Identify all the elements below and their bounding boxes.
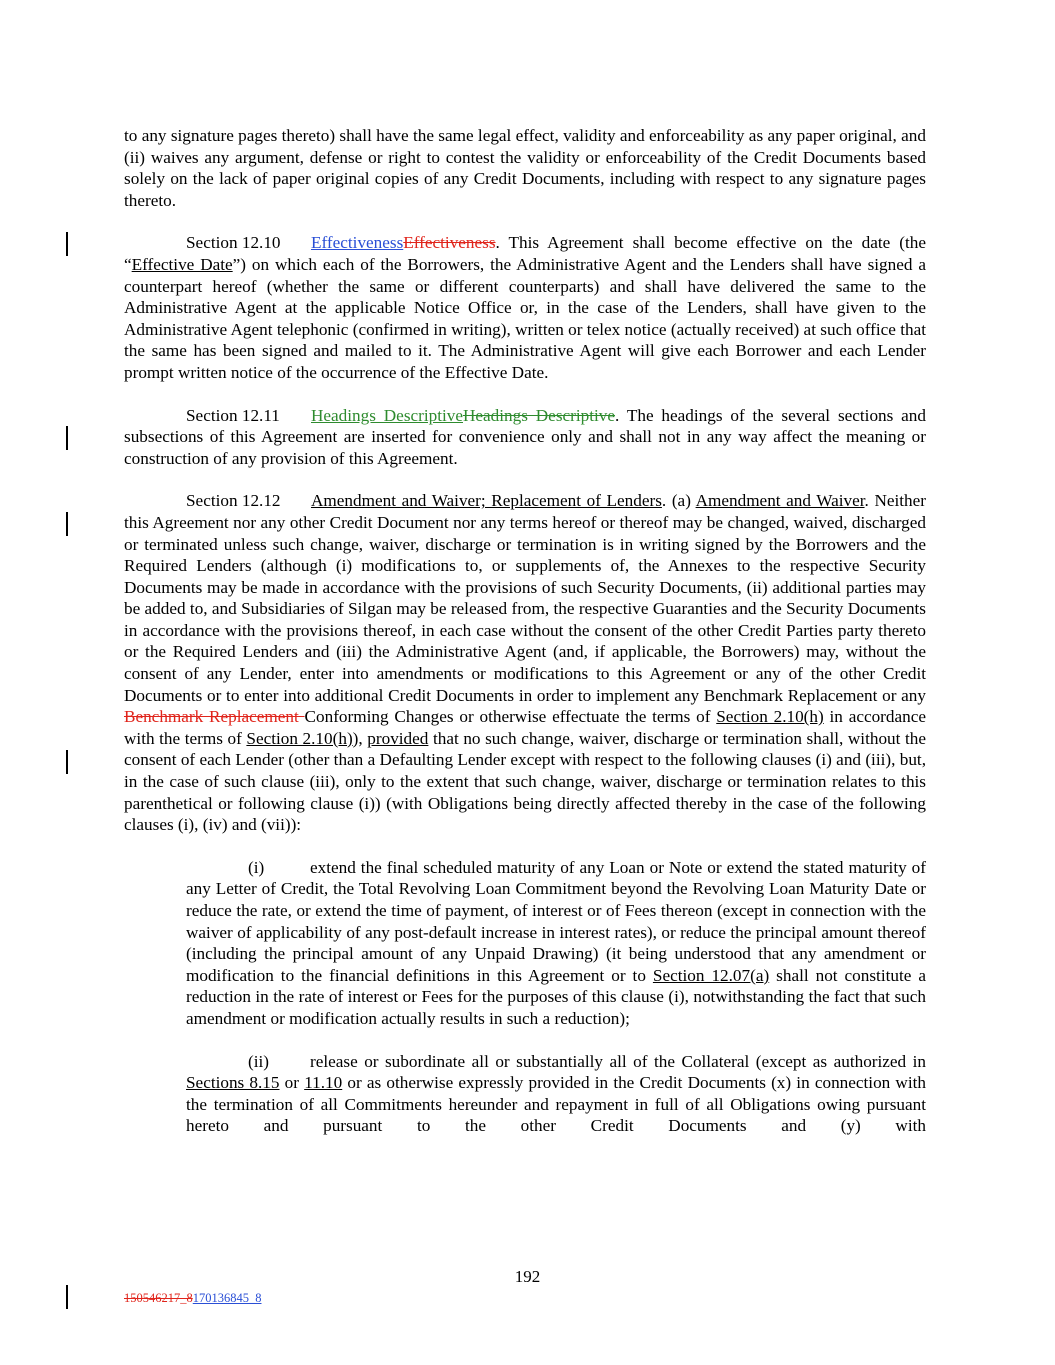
change-bar <box>66 750 68 774</box>
defined-term: Effective Date <box>131 254 233 274</box>
body-text: . Neither this Agreement nor any other Credit Document nor any terms hereof or thereof may be changed, waived, discharged or terminated unless such change, waiver, discharge or termination is in writing signed by the Borrowers and the Required Lenders (although (i) modifications to, or supplements of, the Annexes to the respective Security Documents may be made in accordance with the provisions of such Security Documents, (ii) additional parties may be added to, and Subsidiaries of Silgan may be released from, the respective Guaranties and the Security Documents in accordance with the provisions thereof, in each case without the consent of the other Credit Parties party thereto or the Required Lenders and (iii) the Administrative Agent (and, if applicable, the Borrowers) may, without the consent of any Lender, enter into amendments or modifications to this Agreement or any of the other Credit Documents or to enter into additional Credit Documents in order to implement any Benchmark Replacement or any <box>124 491 926 705</box>
cross-reference: Section 2.10(h) <box>716 707 824 727</box>
section-12-10 <box>124 232 926 383</box>
subsection-title: Amendment and Waiver <box>695 491 865 511</box>
section-12-11 <box>124 405 926 470</box>
body-text: ), <box>352 728 368 748</box>
moved-title: Headings Descriptive <box>311 405 463 425</box>
section-label: Section 12.10 <box>186 233 281 253</box>
body-text: or as otherwise expressly provided in the Credit Documents (x) in connection with the termination of all Commitments hereunder and repayment in full of all Obligations owing pursuant hereto and pursuant to the other Credit Documents and (y) with <box>186 1073 926 1136</box>
body-text: ”) on which each of the Borrowers, the Administrative Agent and the Lenders shall have signed a counterpart hereof (whether the same or different counterparts) and shall have delivered the same to the Administrative Agent at the applicable Notice Office or, in the case of the Lenders, shall have given to the Administrative Agent telephonic (confirmed in writing), written or telex notice (actually received) at such office that the same has been signed and mailed to it. The Administrative Agent will give each Borrower and each Lender prompt written notice of the occurrence of the Effective Date. <box>124 254 926 382</box>
inserted-title: Effectiveness <box>311 233 404 253</box>
cross-reference: Section 12.07(a) <box>652 965 770 985</box>
moved-deleted-title: Headings Descriptive <box>463 405 615 425</box>
change-bar <box>66 426 68 450</box>
paragraph-continuation: to any signature pages thereto) shall have the same legal effect, validity and enforceability as any paper original, and (ii) waives any argument, defense or right to contest the validity or enforceability of the Credit Documents based solely on the lack of paper original copies of any Credit Documents, including with respect to any signature pages thereto. <box>124 126 926 210</box>
inserted-doc-id: 170136845_8 <box>192 1291 262 1305</box>
body-text: . This Agreement shall become effective on the date (the “ <box>124 233 926 274</box>
deleted-title: Effectiveness <box>403 233 496 253</box>
deleted-text: Benchmark Replacement <box>124 707 305 727</box>
section-label: Section 12.12 <box>186 491 281 511</box>
section-12-12 <box>124 490 926 836</box>
body-text: . The headings of the several sections and subsections of this Agreement are inserted for convenience only and shall not in any way affect the meaning or construction of any provision of this Agreement. <box>124 405 926 468</box>
body-text: . (a) <box>661 491 696 511</box>
cross-reference: Sections 8.15 <box>186 1073 280 1093</box>
clause-i <box>186 857 926 1030</box>
body-text: release or subordinate all or substantially all of the Collateral (except as authorized in <box>310 1051 926 1071</box>
body-text: extend the final scheduled maturity of any Loan or Note or extend the stated maturity of any Letter of Credit, the Total Revolving Loan Commitment beyond the Revolving Loan Maturity Date or reduce the rate, or extend the time of payment, of interest or of Fees thereon (except in connection with the waiver of applicability of any post-default increase in interest rates), or reduce the principal amount thereof (including the principal amount of any Unpaid Drawing) (it being understood that any amendment or modification to the financial definitions in this Agreement or to <box>186 857 926 985</box>
change-bar <box>66 512 68 536</box>
section-label: Section 12.11 <box>186 405 280 425</box>
change-bar <box>66 232 68 256</box>
cross-reference: 11.10 <box>304 1073 343 1093</box>
clause-number: (ii) <box>248 1051 269 1071</box>
document-id <box>124 1291 262 1306</box>
body-text: in accordance with the terms of <box>124 707 926 748</box>
clause-ii <box>186 1051 926 1137</box>
document-body <box>124 125 926 1137</box>
body-text: or <box>279 1073 305 1093</box>
body-text: that no such change, waiver, discharge or termination shall, without the consent of each Lender (other than a Defaulting Lender except with respect to the following clauses (i) and (iii), but, in the case of such clause (iii), only to the extent that such change, waiver, discharge or termination relates to this parenthetical or following clause (i)) (with Obligations being directly affected thereby in the case of the following clauses (i), (iv) and (vii)): <box>124 728 926 835</box>
body-text: shall not constitute a reduction in the rate of interest or Fees for the purposes of this clause (i), notwithstanding the fact that such amendment or modification actually results in such a reduction); <box>186 965 926 1028</box>
change-bar <box>66 1285 68 1309</box>
body-text: Conforming Changes or otherwise effectuate the terms of <box>304 707 717 727</box>
deleted-doc-id: 150546217_8 <box>124 1291 193 1305</box>
proviso: provided <box>367 728 429 748</box>
page-number: 192 <box>514 1267 541 1286</box>
clause-number: (i) <box>248 857 265 877</box>
section-title: Amendment and Waiver; Replacement of Lenders <box>311 491 662 511</box>
cross-reference: Section 2.10(h) <box>246 728 353 748</box>
